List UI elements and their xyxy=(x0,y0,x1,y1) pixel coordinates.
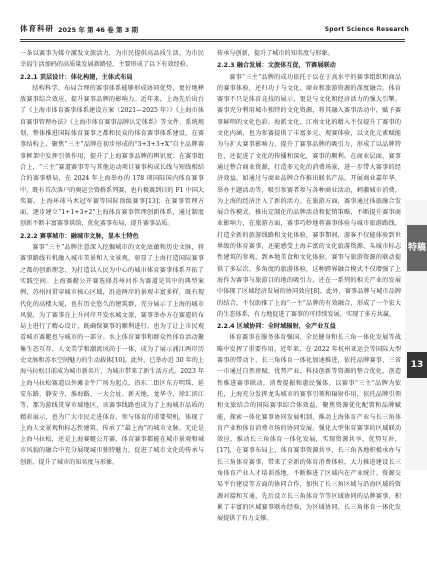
body-paragraph: 体育赛事在服务体育强国、全民健身和长三角一体化发展等战略中发挥了重要作用。近年来，在 2022 年杭州亚运会等国际大型赛事的带动下，长三角体育一体化加速推进，依托品牌赛事、三省一市通过自然禀赋、优势产业、科技创新等资源的整合优化，创造性推进赛事联动，消费提振和惠民强体。以赛事“三主”品牌为依托，上海充分发挥龙头城市的赛事引领和辐射作用，依托品牌引领和文旅结合的国际赛事综合体效益，聚焦资源优化配置和品牌赋能，探索一体化赛事协同发展机制，推动上海体育产业与长三角体育产业和体育消费市场的协同发展。强化大型体育赛事的区域联动效应，推动长三角体育一体化发展，实现资源共享、优势互补，[17]，在赛事布局上，体育赛事资源共享，长三角各地积极承办与长三角体育赛事，带来了全新的体育消费体验。大力推进建设长三角体育产业人才培训基地，不断推进了区域内在产业统计、资源交易平台建设等方面的协同合作，加快了长三角区域与沿海区域的资源对接和互通，先后设立长三角体育节等区域协同的品牌赛事，积累了丰富的区域赛事联办经验，为区域协同、长三角体育一体化发展提供了有力支撑。 xyxy=(217,334,401,523)
right-column xyxy=(217,48,401,524)
journal-english-title: Sport Science Research xyxy=(324,26,409,33)
header-rule-thin xyxy=(20,41,405,42)
section-heading: 2.2.4 区域协同：全时域辐射，全产业互益 xyxy=(217,323,336,331)
left-column xyxy=(20,48,204,468)
page-number: 13 xyxy=(407,352,427,378)
body-paragraph: 传承与创新，提升了城市的知名度与形象。 xyxy=(217,50,334,57)
issue-info: 2025 年 第 46 卷 第 3 期 xyxy=(58,26,138,34)
body-paragraph: 结构科学、布局合理的赛事体系能够形成协同优势，更好地释放赛事综合效应，提升赛事品牌的影响力。近年来，上海先后出台了《上海市体育赛事体系建设方案（2021—2025 年）》《上海市体育赛事管理办法》《上海市体育赛事品牌认定体系》等文件，系统规划、整体推进国际体育赛事之都和民众的体育赛事体系建设，在赛事结构上，聚焦“三主”品牌在初步形成的“3+3+3+X”自主品牌赛事框架中发挥引领作用，提升了上海赛事品牌的辨识度；在赛事组合上，“三主”赛道赛事等与其他运动项目赛事构成长线与短线相结合的赛事格局，在 2024 年上海举办的 178 项国际国内体育赛事中，既有首次落户的奥运会资格系列赛、也有极赛到目的 F1 中国大奖赛、上海环球马术冠军赛等国际顶级赛事[13]；在赛事管理方面，逐步建立“1+1+3+2”上海体育赛事管理创新体系，通过制度创新不断丰富赛事供给，优化赛事布局，提升赛事品质。 xyxy=(20,84,205,228)
page-header xyxy=(0,0,427,38)
body-paragraph: 赛事“三主”品牌注意深入挖掘城市的文化底蕴和历史文脉，将赛事路线有机融入城市美景和人文景观，彰显了上海打造国际赛事之都的创新理念，为打造以人民为中心的城市体育赛事体系开拓了实践空间。上海赛艇公开赛选择苏州河作为赛道是其中的典型案例，苏州河贯穿城市核心区域，沿途两岸的景观丰富多样，既有现代化的高楼大厦，也有历史悠久的建筑群，充分展示了上海的城市风貌，为了赛事在上升河岸开发水城文旅，赛事举办方在赛道的布局上进行了精心设计，既确保赛事的顺利进行，也为了让上市民观看城市赛艇也与城市的一部分。水上体育赛事和群众性体育活动聚集生态互存，人文美学和潮流风尚于一体，成为了展示浦江两岸历史文脉和苏水空间魅力的生动载体[10]。此外，已举办近 30 年的上海马拉松目前成为城市新名片，为城市带来了新生活方式。2023 年上海马拉松赛道以外滩金牛广场为起点，沿东二街区东方明珠、延安东路、静安寺、淮海路、一大会址、新天地、龙华寺、徐汇滨江等，那为游线贯穿市域地区，该赛事线路也成为了上海城市品质的精彩展示，也为广大市民走进体育、参与体育的重要契机，体现了上海人文景观和标志性建筑，传承了“最上海”的城市文脉。无论是上海马拉松，还是上海赛艇公开赛，体育赛事都能在城市景观和城市风貌的融合中充分展现城市独特魅力，促进了城市文化的传承与创新，提升了城市的知名度与形象。 xyxy=(20,244,204,466)
section-heading: 2.2.3 融合发展：文旅体互促，节赛展联动 xyxy=(217,62,336,70)
section-heading: 2.2.1 顶层设计：体化构建，主体式布局 xyxy=(20,73,133,81)
section-heading: 2.2.2 赛事城市：融城市文脉，显本土特色 xyxy=(20,232,139,240)
sidebar xyxy=(405,0,427,585)
header-left xyxy=(20,23,138,38)
header-rule xyxy=(20,39,405,40)
body-paragraph: 赛事“三主”品牌的成功依托于以在于高水平的赛事组织和商品的赛事体验，还归功于与文化、商业和旅游资源的深度融合。体育赛事不只是体育竞技的展示，更是与文化和经济活力的强大引擎。赛事充分利用城市独特的文化资源，将其融入赛事活动中，赋予赛事鲜明的文化色彩。海派文化、江南文化的精入不仅提升了赛事的文化内涵，也为参赛提供了丰富多元、观赛体验，以文化元素赋能为与扩大赛事影响力，提升了赛事品牌的吸引力，形成了以品牌特色，还促进了文化的传播和深化，赛事的顺利。在商业层面，赛事通过整合商业资源，打造多元化的消费场景，进一步带大赛事的经济效益，如通过与商业品牌合作推出联名产品、开展商业嘉年华、举办主题活动等，吸引参赛者参与各种商业活动，刺激城市消费，为上海的经济注入了新的活力。在旅游方面，赛事通过体旅融合发展合作模式，推出定制化的品牌活动和促销策略，不断提升赛事商业影响力，在旅游方面，赛事巧妙地将赛事体验与城市旅游路线，打造全新的旅游线路和文化体验，赛事期间，游客不仅能体验到世界级的体育赛事，还能感受上海丰富的文化旅游资源。头城市标志性建筑的参观，到本地美食和文化体验，赛事与旅游资源的联动提供了多层次、多角度的旅游体验，这种跨界融合模式不仅增强了上海作为赛事与旅游目的地的吸引力，还在一系列的相关产业的发展中体现了区域经济发展的协同效应[8]。此外，赛事品牌与城市品牌的结合，不仅助推了上海“一主”品牌的有效融合，形成了一个宏大的生态体系，有力地促进了赛事的可持续发展，实现了多方共赢。 xyxy=(217,73,401,318)
section-tab: 特稿 xyxy=(407,225,427,271)
journal-name: 体育科研 xyxy=(20,24,54,33)
body-paragraph: 一条以赛事为媒介激发文旅活力，为市民提供高品质生活、为市民幸福生活加码的高质量发展新路径，主要形成了以下有效经验。 xyxy=(20,50,204,69)
